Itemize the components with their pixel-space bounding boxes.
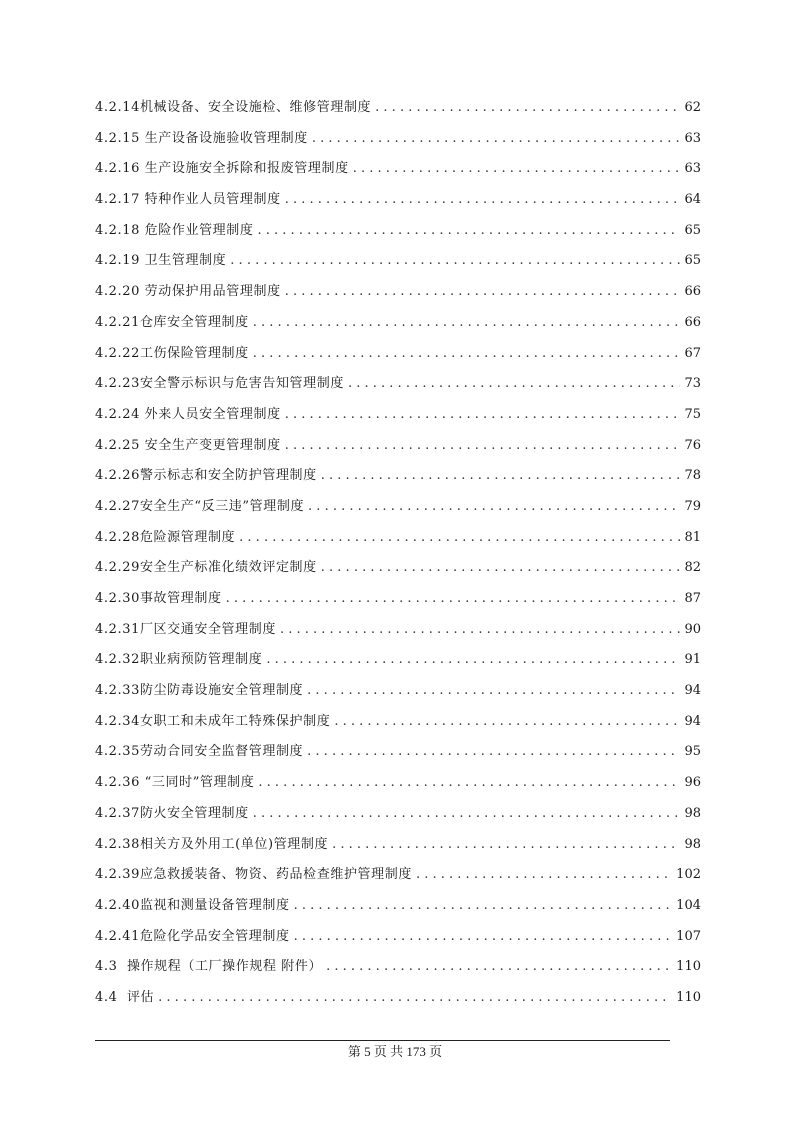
toc-entry-title: 相关方及外用工(单位)管理制度 [139,836,329,852]
toc-entry-page-number: 107 [676,928,701,944]
toc-entry[interactable] [95,157,701,188]
toc-entry-number: 4.2.16 [95,161,140,177]
toc-entry-title: 安全生产标准化绩效评定制度 [139,560,317,576]
toc-entry-title: 操作规程（工厂操作规程 附件） [117,959,323,975]
toc-entry-number: 4.2.24 [95,406,140,422]
toc-entry-number: 4.4 [95,989,118,1005]
toc-dot-leader [266,652,680,667]
toc-dot-leader [334,714,680,729]
toc-entry-title: 安全生产“反三违”管理制度 [139,498,305,514]
toc-entry-page-number: 65 [684,253,701,269]
toc-entry-title: 仓库安全管理制度 [139,314,249,330]
toc-entry[interactable] [95,618,701,649]
toc-entry-page-number: 96 [684,775,701,791]
page-footer: 第 5 页 共 173 页 [347,1044,443,1059]
toc-entry-title: 危险化学品安全管理制度 [139,928,290,944]
toc-entry-number: 4.2.20 [95,284,140,300]
toc-entry-number: 4.2.41 [95,928,140,944]
toc-entry[interactable] [95,127,701,158]
toc-entry-title: 事故管理制度 [139,591,222,606]
toc-entry[interactable] [95,280,701,311]
toc-entry-number: 4.2.30 [95,591,140,606]
toc-entry-number: 4.2.22 [95,345,140,361]
toc-entry-page-number: 79 [684,498,701,514]
toc-dot-leader [253,315,681,330]
toc-entry-number: 4.2.26 [95,468,140,484]
toc-entry-title: 劳动保护用品管理制度 [139,284,281,300]
toc-dot-leader [239,530,680,545]
toc-entry-page-number: 66 [684,284,701,300]
toc-entry-number: 4.2.29 [95,560,140,576]
toc-entry-number: 4.2.14 [95,100,140,115]
toc-dot-leader [321,560,681,575]
toc-entry-page-number: 110 [676,989,701,1005]
toc-entry-title: 职业病预防管理制度 [139,652,263,668]
toc-entry-page-number: 94 [684,683,701,699]
toc-entry[interactable] [95,526,701,557]
toc-entry[interactable] [95,495,701,526]
toc-entry[interactable] [95,863,701,894]
toc-entry-number: 4.2.34 [95,713,140,729]
toc-entry-number: 4.2.35 [95,744,140,760]
toc-entry-title: 工伤保险管理制度 [139,345,249,361]
toc-entry-page-number: 63 [684,161,701,177]
toc-entry-page-number: 95 [684,744,701,760]
toc-entry-page-number: 104 [676,897,701,913]
toc-dot-leader [226,591,681,606]
toc-entry-title: 监视和测量设备管理制度 [139,897,290,913]
toc-dot-leader [326,959,672,974]
toc-entry[interactable] [95,434,701,465]
toc-entry-title: 生产设施安全拆除和报废管理制度 [139,161,349,177]
toc-entry-number: 4.2.27 [95,498,140,514]
toc-entry[interactable] [95,740,701,771]
toc-entry[interactable] [95,894,701,925]
toc-entry-page-number: 75 [684,406,701,422]
toc-entry-title: 评估 [117,989,155,1005]
toc-dot-leader [285,192,681,207]
toc-entry-page-number: 62 [684,100,701,115]
toc-entry-page-number: 98 [684,836,701,852]
toc-entry-number: 4.2.40 [95,897,140,913]
toc-entry-title: 警示标志和安全防护管理制度 [139,468,317,484]
toc-entry[interactable] [95,403,701,434]
toc-dot-leader [230,253,680,268]
toc-entry[interactable] [95,648,701,679]
toc-entry-number: 4.2.18 [95,222,140,238]
toc-entry-page-number: 76 [684,437,701,453]
toc-entry-number: 4.2.39 [95,867,140,883]
toc-entry-title: 厂区交通安全管理制度 [139,621,276,637]
toc-dot-leader [294,898,673,913]
toc-entry-number: 4.2.23 [95,376,140,392]
toc-entry-page-number: 98 [684,805,701,821]
toc-entry-number: 4.2.32 [95,652,140,668]
toc-entry[interactable] [95,96,701,127]
toc-dot-leader [253,346,681,361]
toc-entry-title: 生产设备设施验收管理制度 [139,130,308,146]
toc-entry-title: 劳动合同安全监督管理制度 [139,744,304,760]
toc-entry-number: 4.2.36 [95,775,140,791]
toc-entry-number: 4.2.17 [95,192,140,208]
toc-dot-leader [321,468,681,483]
toc-entry-page-number: 73 [684,376,701,392]
toc-entry-page-number: 78 [684,468,701,484]
toc-entry[interactable] [95,372,701,403]
toc-entry-page-number: 67 [684,345,701,361]
toc-entry-title: 防尘防毒设施安全管理制度 [139,683,304,699]
toc-entry[interactable] [95,986,701,1017]
toc-dot-leader [416,867,672,882]
toc-entry-title: 危险源管理制度 [139,529,236,545]
toc-dot-leader [285,407,681,422]
toc-dot-leader [375,100,680,115]
toc-dot-leader [285,284,681,299]
toc-entry-page-number: 94 [684,713,701,729]
toc-entry-title: “三同时”管理制度 [139,775,255,791]
toc-entry-number: 4.2.38 [95,836,140,852]
toc-entry-number: 4.2.25 [95,437,140,453]
toc-entry-page-number: 102 [676,867,701,883]
toc-entry-number: 4.2.21 [95,314,140,330]
toc-entry-number: 4.2.19 [95,253,140,269]
toc-entry-title: 机械设备、安全设施检、维修管理制度 [139,100,372,115]
toc-dot-leader [307,744,680,759]
toc-entry[interactable] [95,249,701,280]
toc-dot-leader [285,438,681,453]
toc-entry-title: 安全生产变更管理制度 [139,437,281,453]
toc-entry-number: 4.2.28 [95,529,140,545]
toc-entry[interactable] [95,464,701,495]
toc-entry-number: 4.2.37 [95,805,140,821]
toc-entry-page-number: 64 [684,192,701,208]
toc-dot-leader [332,837,680,852]
toc-entry-number: 4.3 [95,959,118,975]
toc-dot-leader [294,929,673,944]
toc-dot-leader [280,622,680,637]
toc-entry-page-number: 66 [684,314,701,330]
toc-entry[interactable] [95,311,701,342]
toc-entry-title: 应急救援装备、物资、药品检查维护管理制度 [139,867,412,883]
toc-entry-page-number: 90 [684,621,701,637]
toc-entry-title: 防火安全管理制度 [139,805,249,821]
toc-entry-title: 特种作业人员管理制度 [139,192,281,208]
toc-entry-number: 4.2.33 [95,683,140,699]
toc-entry-title: 危险作业管理制度 [139,222,254,238]
table-of-contents [95,96,701,1017]
toc-entry-number: 4.2.31 [95,621,140,637]
toc-entry-page-number: 91 [684,652,701,668]
toc-dot-leader [348,376,680,391]
toc-entry-title: 女职工和未成年工特殊保护制度 [139,713,331,729]
toc-entry-page-number: 81 [684,529,701,545]
toc-dot-leader [312,131,681,146]
toc-entry[interactable] [95,219,701,250]
toc-entry-title: 卫生管理制度 [139,253,227,269]
toc-entry[interactable] [95,925,701,956]
toc-entry[interactable] [95,679,701,710]
toc-dot-leader [308,499,680,514]
toc-entry[interactable] [95,188,701,219]
toc-entry-page-number: 63 [684,130,701,146]
toc-entry[interactable] [95,710,701,741]
toc-dot-leader [253,806,681,821]
toc-entry-title: 安全警示标识与危害告知管理制度 [139,376,344,392]
toc-dot-leader [158,990,672,1005]
toc-entry-title: 外来人员安全管理制度 [139,406,281,422]
toc-entry[interactable] [95,955,701,986]
toc-entry-page-number: 87 [684,591,701,606]
toc-dot-leader [258,775,680,790]
toc-dot-leader [307,683,680,698]
toc-entry[interactable] [95,342,701,373]
toc-entry[interactable] [95,833,701,864]
toc-entry[interactable] [95,771,701,802]
toc-entry[interactable] [95,556,701,587]
toc-entry-number: 4.2.15 [95,130,140,146]
toc-dot-leader [258,223,681,238]
toc-entry[interactable] [95,587,701,618]
toc-entry[interactable] [95,802,701,833]
toc-entry-page-number: 82 [684,560,701,576]
toc-entry-page-number: 65 [684,222,701,238]
toc-dot-leader [353,161,681,176]
toc-entry-page-number: 110 [676,959,701,975]
